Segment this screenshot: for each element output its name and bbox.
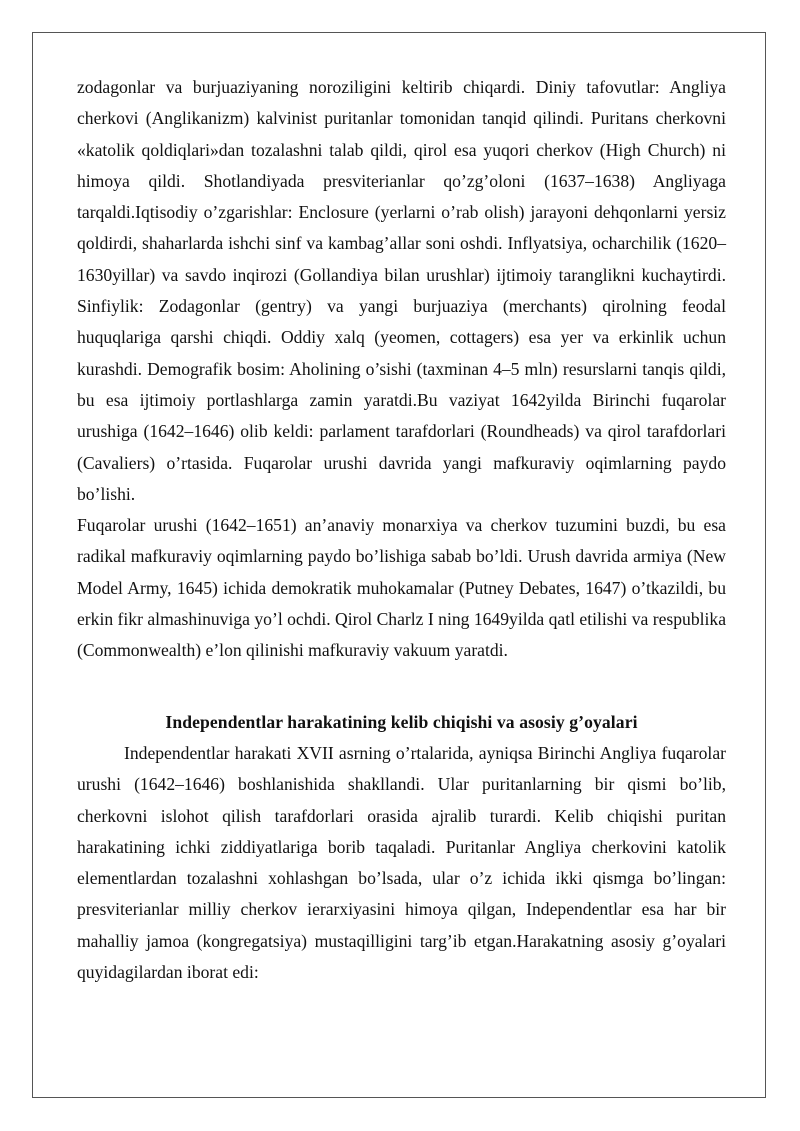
- document-body: [77, 72, 726, 988]
- paragraph-causes: zodagonlar va burjuaziyaning noroziligini keltirib chiqardi. Diniy tafovutlar: Angliya cherkovi (Anglikanizm) kalvinist puritanlar tomonidan tanqid qilindi. Puritans cherkovni «katolik qoldiqlari»dan tozalashni talab qildi, qirol esa yuqori cherkov (High Church) ni himoya qildi. Shotlandiyada presviterianlar qo’zg’oloni (1637–1638) Angliyaga tarqaldi.Iqtisodiy o’zgarishlar: Enclosure (yerlarni o’rab olish) jarayoni dehqonlarni yersiz qoldirdi, shaharlarda ishchi sinf va kambag’allar soni oshdi. Inflyatsiya, ocharchilik (1620–1630yillar) va savdo inqirozi (Gollandiya bilan urushlar) ijtimoiy taranglikni kuchaytirdi. Sinfiylik: Zodagonlar (gentry) va yangi burjuaziya (merchants) qirolning feodal huquqlariga qarshi chiqdi. Oddiy xalq (yeomen, cottagers) esa yer va erkinlik uchun kurashdi. Demografik bosim: Aholining o’sishi (taxminan 4–5 mln) resurslarni tanqis qildi, bu esa ijtimoiy portlashlarga zamin yaratdi.Bu vaziyat 1642yilda Birinchi fuqarolar urushiga (1642–1646) olib keldi: parlament tarafdorlari (Roundheads) va qirol tarafdorlari (Cavaliers) o’rtasida. Fuqarolar urushi davrida yangi mafkuraviy oqimlarning paydo bo’lishi.: [77, 77, 726, 504]
- paragraph-independents: Independentlar harakati XVII asrning o’rtalarida, ayniqsa Birinchi Angliya fuqarolar urushi (1642–1646) boshlanishida shakllandi. Ular puritanlarning bir qismi bo’lib, cherkovni islohot qilish tarafdorlari orasida ajralib turardi. Kelib chiqishi puritan harakatining ichki ziddiyatlariga borib taqaladi. Puritanlar Angliya cherkovini katolik elementlardan tozalashni xohlashgan bo’lsada, ular o’z ichida ikki qismga bo’lingan: presviterianlar milliy cherkov ierarxiyasini himoya qilgan, Independentlar esa har bir mahalliy jamoa (kongregatsiya) mustaqilligini targ’ib etgan.Harakatning asosiy g’oyalari quyidagilardan iborat edi:: [77, 742, 726, 983]
- section-heading: Independentlar harakatining kelib chiqishi va asosiy g’oyalari: [165, 711, 638, 732]
- paragraph-civil-war: Fuqarolar urushi (1642–1651) an’anaviy monarxiya va cherkov tuzumini buzdi, bu esa radikal mafkuraviy oqimlarning paydo bo’lishiga sabab bo’ldi. Urush davrida armiya (New Model Army, 1645) ichida demokratik muhokamalar (Putney Debates, 1647) o’tkazildi, bu erkin fikr almashinuviga yo’l ochdi. Qirol Charlz I ning 1649yilda qatl etilishi va respublika (Commonwealth) e’lon qilinishi mafkuraviy vakuum yaratdi.: [77, 515, 726, 661]
